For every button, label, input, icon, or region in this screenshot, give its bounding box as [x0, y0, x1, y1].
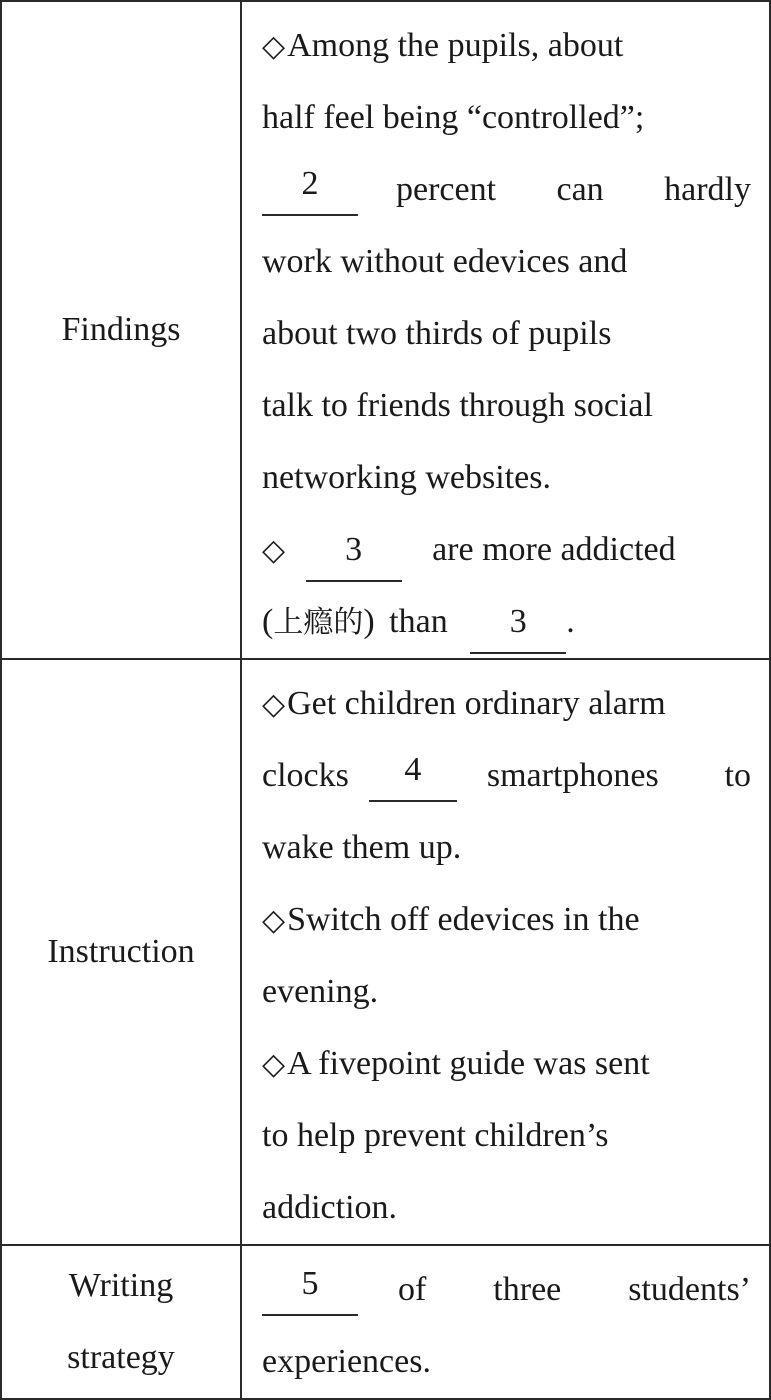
- text-fragment: clocks: [262, 757, 349, 794]
- diamond-bullet-icon: ◇: [262, 1047, 286, 1082]
- diamond-bullet-icon: ◇: [262, 533, 286, 568]
- text-fragment: Switch off edevices in the: [287, 901, 640, 938]
- answer-blank-4[interactable]: 4: [369, 740, 457, 802]
- text-line: networking websites.: [262, 459, 551, 496]
- text-line: wake them up.: [262, 829, 462, 866]
- text-fragment: (: [262, 603, 274, 640]
- text-fragment: are more addicted: [432, 531, 676, 568]
- text-fragment: percent can hardly: [396, 171, 751, 208]
- text-line: [262, 10, 751, 82]
- text-line: [262, 740, 751, 812]
- chinese-gloss: 上瘾的: [273, 605, 364, 640]
- label-text: Instruction: [47, 933, 195, 970]
- text-line: [262, 514, 751, 586]
- text-fragment: Among the pupils, about: [287, 27, 624, 64]
- text-line: [262, 884, 751, 956]
- text-line: talk to friends through social: [262, 387, 653, 424]
- text-fragment: A fivepoint guide was sent: [287, 1045, 650, 1082]
- text-line: [262, 586, 751, 658]
- text-line: evening.: [262, 973, 379, 1010]
- text-line: experiences.: [262, 1343, 431, 1380]
- text-line: addiction.: [262, 1189, 398, 1226]
- diamond-bullet-icon: ◇: [262, 29, 286, 64]
- table-row-writing-strategy: [1, 1245, 770, 1399]
- row-content-instruction: [241, 659, 770, 1245]
- diamond-bullet-icon: ◇: [262, 687, 286, 722]
- row-content-findings: [241, 1, 770, 659]
- text-line: half feel being “controlled”;: [262, 99, 645, 136]
- text-line: to help prevent children’s: [262, 1117, 609, 1154]
- text-fragment: than: [389, 603, 448, 640]
- row-label-findings: [1, 1, 241, 659]
- table-row-instruction: [1, 659, 770, 1245]
- text-line: about two thirds of pupils: [262, 315, 612, 352]
- row-label-instruction: [1, 659, 241, 1245]
- label-text: Writing: [68, 1267, 174, 1304]
- table-row-findings: [1, 1, 770, 659]
- diamond-bullet-icon: ◇: [262, 903, 286, 938]
- text-line: work without edevices and: [262, 243, 628, 280]
- answer-blank-2[interactable]: 2: [262, 154, 358, 216]
- answer-blank-3b[interactable]: 3: [470, 592, 566, 654]
- text-fragment: of three students’: [398, 1271, 751, 1308]
- text-fragment: Get children ordinary alarm: [287, 685, 666, 722]
- answer-blank-5[interactable]: 5: [262, 1254, 358, 1316]
- text-fragment: smartphones to: [486, 757, 751, 794]
- text-line: [262, 668, 751, 740]
- label-text: Findings: [61, 311, 181, 348]
- row-label-writing-strategy: [1, 1245, 241, 1399]
- label-text: strategy: [67, 1339, 175, 1376]
- text-line: [262, 1028, 751, 1100]
- row-content-writing-strategy: [241, 1245, 770, 1399]
- answer-blank-3a[interactable]: 3: [306, 520, 402, 582]
- text-line: [262, 1254, 751, 1326]
- text-fragment: ): [363, 603, 375, 640]
- text-line: [262, 154, 751, 226]
- text-fragment: .: [566, 603, 575, 640]
